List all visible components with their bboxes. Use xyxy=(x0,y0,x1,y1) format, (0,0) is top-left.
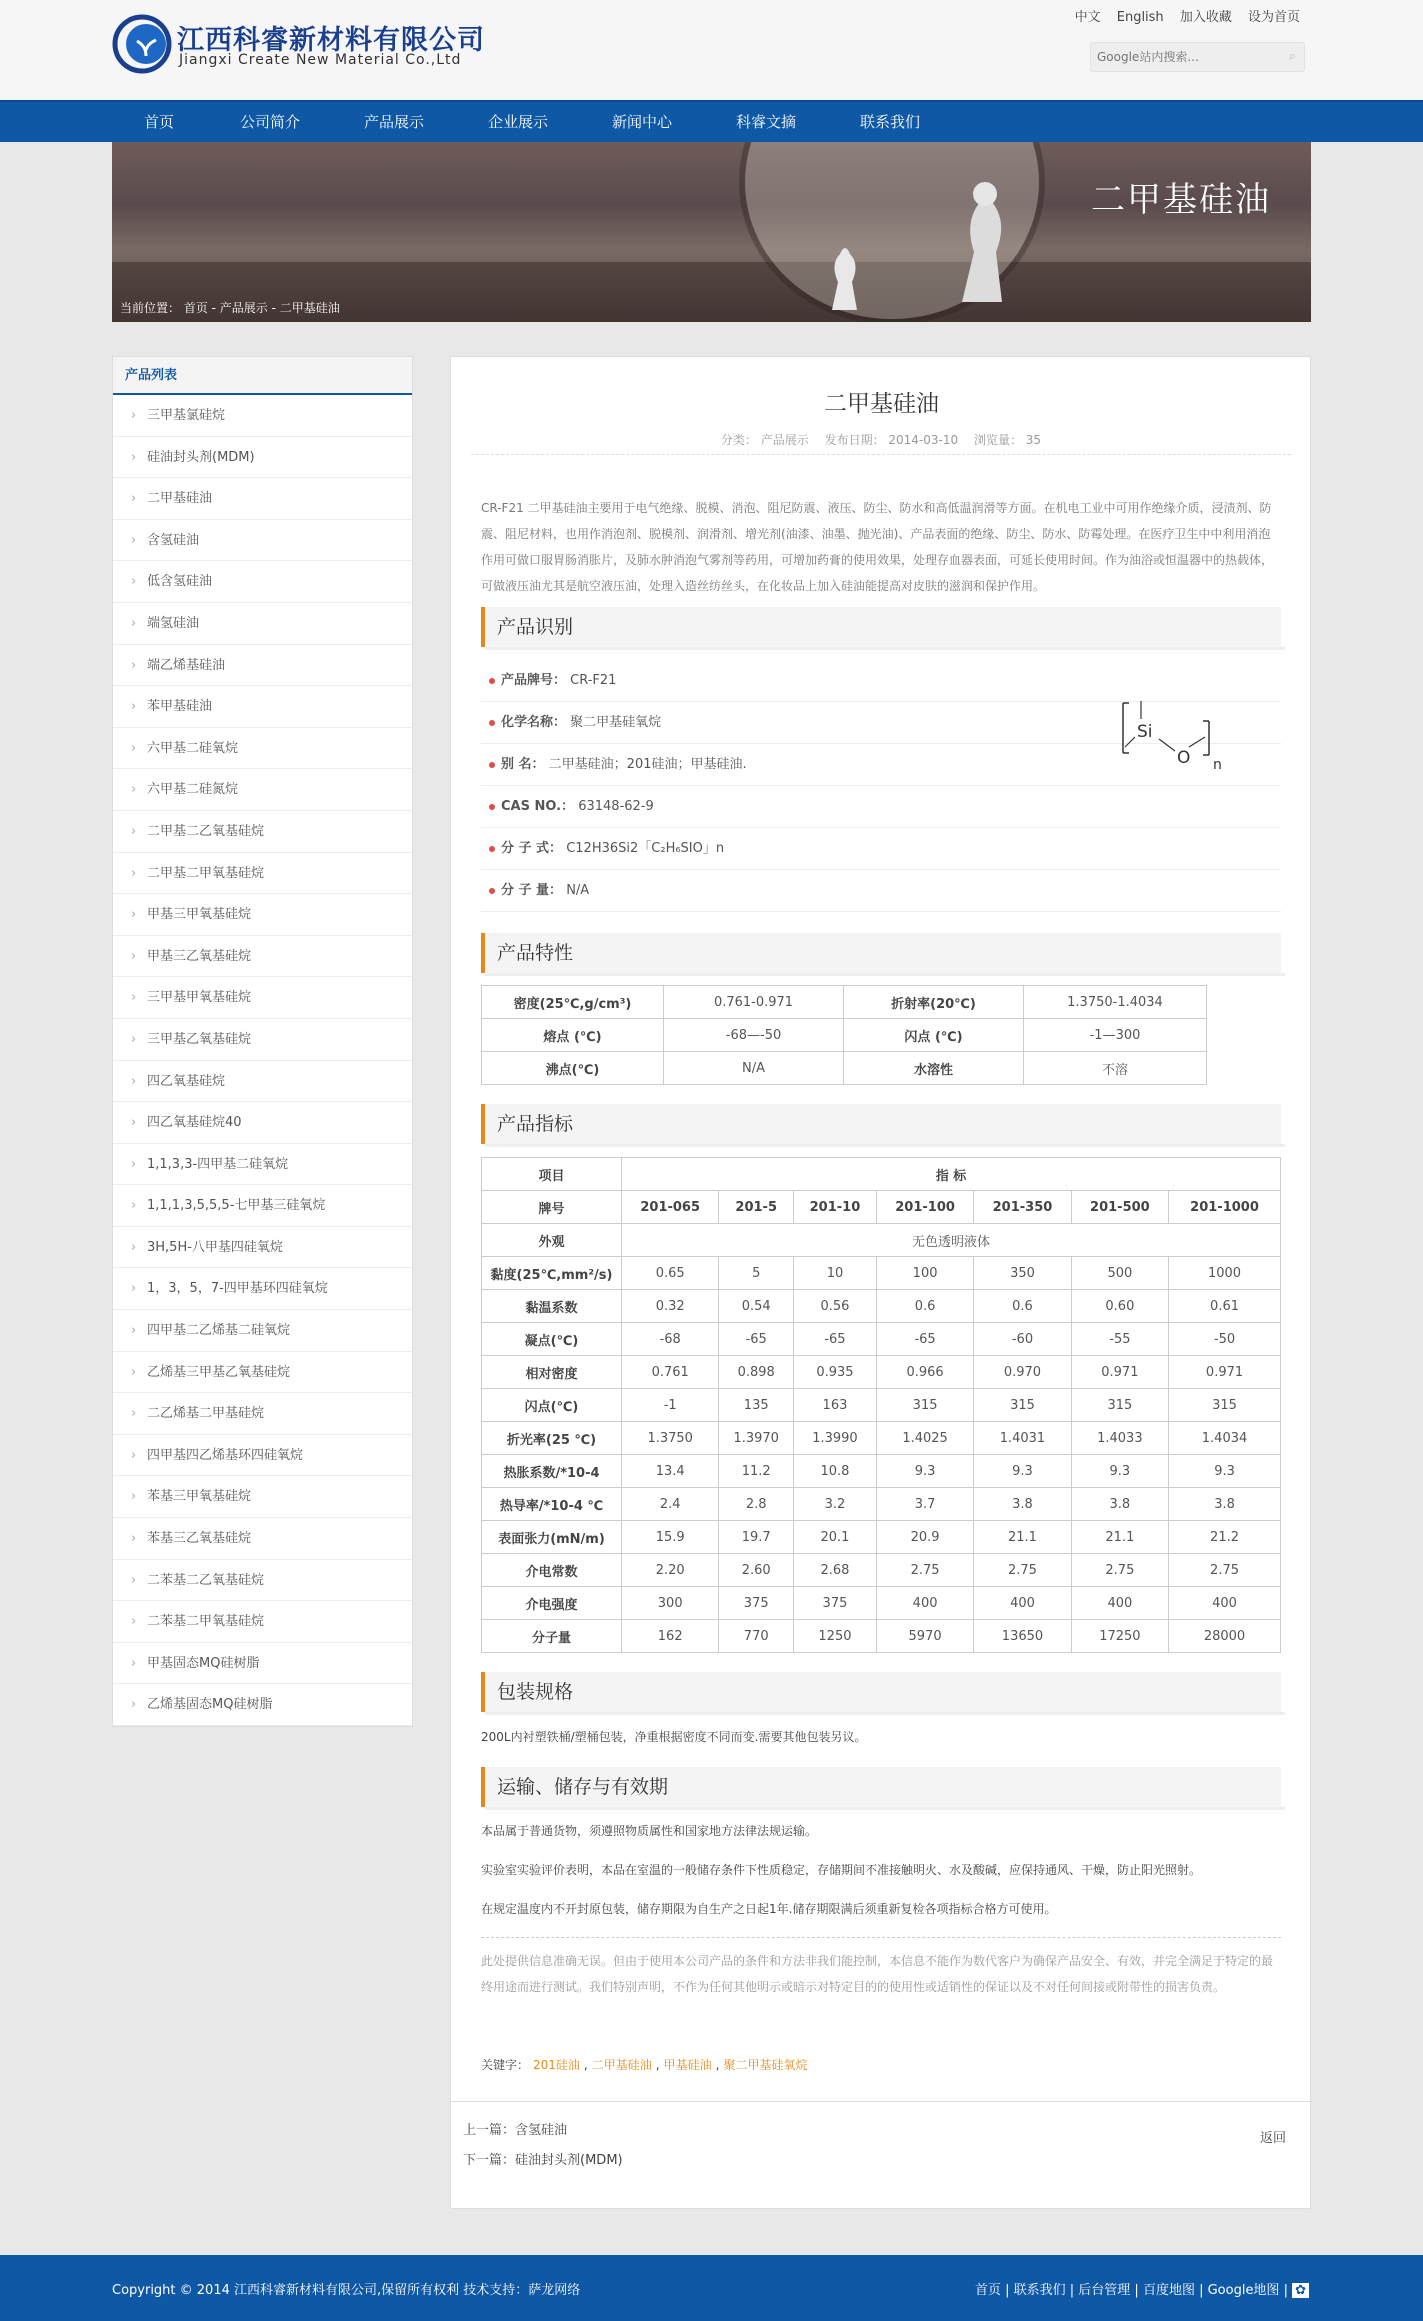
sidebar-title: 产品列表 xyxy=(113,357,412,395)
sidebar-item[interactable]: › 3H,5H-八甲基四硅氧烷 xyxy=(113,1227,412,1269)
sidebar-item[interactable]: › 四甲基四乙烯基环四硅氧烷 xyxy=(113,1435,412,1477)
sidebar-item[interactable]: › 三甲基氯硅烷 xyxy=(113,395,412,437)
spec-row: 黏度(25℃,mm²/s) 0.65 5 10 100 350 500 1000 xyxy=(482,1257,1281,1290)
sidebar-item[interactable]: › 二甲基二乙氧基硅烷 xyxy=(113,811,412,853)
ident-row: CAS NO.： 63148-62-9 xyxy=(481,786,1281,828)
next-article: 下一篇：硅油封头剂(MDM) xyxy=(463,2153,623,2168)
sidebar-item[interactable]: › 二苯基二甲氧基硅烷 xyxy=(113,1601,412,1643)
prev-article: 上一篇：含氢硅油 xyxy=(463,2123,568,2138)
nav-news[interactable]: 新闻中心 xyxy=(611,113,672,131)
specs-table: 项目 指 标 牌号 201-065 201-5 201-10 201-100 201-350 201-500 201-1000 外观 无色透明液体 黏度(25℃,mm²/s) 0.65 5 10 100 350 500 1000 黏温系数 0.32 0.54 0.56 0.6 0.6 0.60 0.61 凝点(℃) -68 -65 -65 -65 -60 -55 -50 相对密度 0.761 0.898 0.935 0.966 0.970 0.971 0.971 闪点(℃) -1 135 163 315 315 315 315 折光率(25 ℃) 1.3750 1.3970 1.3990 1.4025 1.4031 1.4033 1.4034 热胀系数/*10-4 13.4 11.2 10.8 9.3 9.3 9.3 9.3 热导率/*10-4 ℃ 2.4 2.8 3.2 3.7 3.8 3.8 3.8 表面张力(mN/m) 15.9 19.7 20.1 20.9 21.1 21.1 21.2 介电常数 2.20 2.60 2.68 2.75 2.75 2.75 2.75 介电强度 300 375 375 400 400 400 400 分子量 162 770 1250 5970 13650 17250 28000 xyxy=(481,1157,1281,1653)
sidebar-item[interactable]: › 含氢硅油 xyxy=(113,520,412,562)
sidebar-item[interactable]: › 三甲基乙氧基硅烷 xyxy=(113,1019,412,1061)
article-meta xyxy=(471,425,1291,455)
nav-contact[interactable]: 联系我们 xyxy=(859,113,920,131)
spec-row: 折光率(25 ℃) 1.3750 1.3970 1.3990 1.4025 1.4031 1.4033 1.4034 xyxy=(482,1422,1281,1455)
sidebar-item[interactable]: › 六甲基二硅氧烷 xyxy=(113,728,412,770)
company-logo[interactable] xyxy=(112,14,485,76)
sidebar-item[interactable]: › 1，3，5，7-四甲基环四硅氧烷 xyxy=(113,1268,412,1310)
packing-text: 200L内衬塑铁桶/塑桶包装，净重根据密度不同而变.需要其他包装另议。 xyxy=(481,1730,867,1744)
sidebar-item[interactable]: › 苯基三乙氧基硅烷 xyxy=(113,1518,412,1560)
keyword-link[interactable]: 201硅油 xyxy=(533,2058,580,2072)
sidebar-item[interactable]: › 二甲基硅油 xyxy=(113,478,412,520)
add-favorite-link[interactable]: 加入收藏 xyxy=(1179,10,1232,25)
meta-date: 发布日期： 2014-03-10 xyxy=(824,433,959,447)
ident-row: 别 名： 二甲基硅油；201硅油；甲基硅油. xyxy=(481,744,1281,786)
article xyxy=(450,356,1311,2209)
ident-row: 产品牌号： CR-F21 xyxy=(481,660,1281,702)
ident-row: 化学名称： 聚二甲基硅氧烷 xyxy=(481,702,1281,744)
search-input[interactable] xyxy=(1091,43,1271,71)
spec-row: 闪点(℃) -1 135 163 315 315 315 315 xyxy=(482,1389,1281,1422)
keyword-link[interactable]: 二甲基硅油 xyxy=(591,2058,652,2072)
main-nav xyxy=(0,100,1423,142)
set-homepage-link[interactable]: 设为首页 xyxy=(1247,10,1300,25)
banner-title: 二甲基硅油 xyxy=(1091,180,1271,220)
sidebar-item[interactable]: › 苯甲基硅油 xyxy=(113,686,412,728)
top-links xyxy=(1063,6,1300,25)
svg-text:n: n xyxy=(1213,757,1222,771)
ident-row: 分 子 式： C12H36Si2「C₂H₆SIO」n xyxy=(481,828,1281,870)
brand-name-cn: 江西科睿新材料有限公司 xyxy=(177,25,485,56)
keyword-link[interactable]: 甲基硅油 xyxy=(663,2058,712,2072)
nav-home[interactable]: 首页 xyxy=(143,113,174,131)
disclaimer: 此处提供信息准确无误。但由于使用本公司产品的条件和方法非我们能控制，本信息不能作为数代客户为确保产品安全、有效，并完全满足于特定的最终用途而进行测试。我们特别声明，不作为任何其他明示或暗示对特定目的的使用性或适销性的保证以及不对任何间接或附带性的损害负责。 xyxy=(481,1937,1281,2000)
spec-row: 凝点(℃) -68 -65 -65 -65 -60 -55 -50 xyxy=(482,1323,1281,1356)
sidebar-item[interactable]: › 三甲基甲氧基硅烷 xyxy=(113,977,412,1019)
meta-category: 分类： 产品展示 xyxy=(720,433,809,447)
spec-row: 相对密度 0.761 0.898 0.935 0.966 0.970 0.971 0.971 xyxy=(482,1356,1281,1389)
section-identification: 产品识别 xyxy=(481,607,1281,647)
prev-article-link[interactable]: 含氢硅油 xyxy=(515,2123,568,2138)
keywords: 关键字： 201硅油 , 二甲基硅油 , 甲基硅油 , 聚二甲基硅氧烷 xyxy=(481,2058,808,2072)
sidebar-item[interactable]: › 端乙烯基硅油 xyxy=(113,645,412,687)
sidebar-item[interactable]: › 六甲基二硅氮烷 xyxy=(113,769,412,811)
search-icon[interactable]: ⌕ xyxy=(1288,49,1296,64)
article-title: 二甲基硅油 xyxy=(824,391,939,417)
properties-table: 密度(25℃,g/cm³) 0.761-0.971 折射率(20℃) 1.3750-1.4034 熔点 (℃) -68—-50 闪点 (℃) -1—300 沸点(℃) N/A 水溶性 不溶 xyxy=(481,985,1207,1085)
banner-image xyxy=(112,142,1311,322)
spec-row: 介电常数 2.20 2.60 2.68 2.75 2.75 2.75 2.75 xyxy=(482,1554,1281,1587)
next-article-link[interactable]: 硅油封头剂(MDM) xyxy=(515,2153,623,2168)
paw-icon[interactable]: ✿ xyxy=(1292,2283,1309,2298)
sidebar-item[interactable]: › 二乙烯基二甲基硅烷 xyxy=(113,1393,412,1435)
sidebar-item[interactable]: › 乙烯基固态MQ硅树脂 xyxy=(113,1684,412,1726)
footer-links[interactable]: 首页 | 联系我们 | 后台管理 | 百度地图 | Google地图 | ✿ xyxy=(975,2279,1309,2298)
breadcrumb: 当前位置： 首页 - 产品展示 - 二甲基硅油 xyxy=(120,301,340,315)
section-specs: 产品指标 xyxy=(481,1104,1281,1144)
article-intro: CR-F21 二甲基硅油主要用于电气绝缘、脱模、消泡、阻尼防震、液压、防尘、防水和高低温润滑等方面。在机电工业中可用作绝缘介质，浸渍剂、防震、阻尼材料，也用作消泡剂、脱模剂、润滑剂、增光剂(油漆、油墨、抛光油)、产品表面的绝缘、防尘、防水、防霉处理。在医疗卫生中中利用消泡作用可做口服胃肠消胀片，及肺水肿消泡气雾剂等药用，可增加药膏的使用效果，处理存血器表面，可延长使用时间。作为油浴或恒温器中的热载体，可做液压油尤其是航空液压油，处理入造丝纺丝头，在化妆品上加入硅油能提高对皮肤的滋润和保护作用。 xyxy=(481,501,1274,593)
page-banner xyxy=(112,142,1311,322)
svg-text:O: O xyxy=(1177,748,1191,768)
sidebar xyxy=(112,356,413,1727)
meta-views: 浏览量： 35 xyxy=(973,433,1042,447)
sidebar-item[interactable]: › 二甲基二甲氧基硅烷 xyxy=(113,853,412,895)
lang-en-link[interactable]: English xyxy=(1116,10,1164,25)
spec-row: 分子量 162 770 1250 5970 13650 17250 28000 xyxy=(482,1620,1281,1653)
sidebar-item[interactable]: › 甲基固态MQ硅树脂 xyxy=(113,1643,412,1685)
spec-row: 热胀系数/*10-4 13.4 11.2 10.8 9.3 9.3 9.3 9.3 xyxy=(482,1455,1281,1488)
sidebar-item[interactable]: › 乙烯基三甲基乙氧基硅烷 xyxy=(113,1352,412,1394)
sidebar-item[interactable]: › 二苯基二乙氧基硅烷 xyxy=(113,1560,412,1602)
structure-formula xyxy=(1115,691,1225,771)
svg-text:Si: Si xyxy=(1137,722,1153,742)
sidebar-item[interactable]: › 苯基三甲氧基硅烷 xyxy=(113,1476,412,1518)
nav-showcase[interactable]: 企业展示 xyxy=(487,113,548,131)
brand-name-en: Jiangxi Create New Material Co.,Ltd xyxy=(179,52,462,68)
sidebar-item[interactable]: › 四甲基二乙烯基二硅氧烷 xyxy=(113,1310,412,1352)
nav-digest[interactable]: 科睿文摘 xyxy=(735,113,796,131)
back-button[interactable]: 返回 xyxy=(1259,2131,1286,2146)
footer xyxy=(0,2255,1423,2321)
section-storage: 运输、储存与有效期 xyxy=(481,1767,1281,1807)
section-packing: 包装规格 xyxy=(481,1672,1281,1712)
copyright: Copyright © 2014 江西科睿新材料有限公司,保留所有权利 技术支持：萨龙网络 xyxy=(112,2283,581,2298)
sidebar-item[interactable]: › 四乙氧基硅烷40 xyxy=(113,1102,412,1144)
storage-text: 实验室实验评价表明，本品在室温的一般储存条件下性质稳定，存储期间不准接触明火、水及酸碱，应保持通风、干燥，防止阳光照射。 xyxy=(481,1863,1202,1877)
lang-cn-link[interactable]: 中文 xyxy=(1074,10,1101,25)
header xyxy=(0,0,1423,100)
spec-row: 表面张力(mN/m) 15.9 19.7 20.1 20.9 21.1 21.1 21.2 xyxy=(482,1521,1281,1554)
sidebar-item[interactable]: › 甲基三甲氧基硅烷 xyxy=(113,894,412,936)
search-box xyxy=(1090,42,1305,72)
spec-row: 介电强度 300 375 375 400 400 400 400 xyxy=(482,1587,1281,1620)
spec-row: 黏温系数 0.32 0.54 0.56 0.6 0.6 0.60 0.61 xyxy=(482,1290,1281,1323)
sidebar-item[interactable]: › 1,1,3,3-四甲基二硅氧烷 xyxy=(113,1144,412,1186)
spec-row: 热导率/*10-4 ℃ 2.4 2.8 3.2 3.7 3.8 3.8 3.8 xyxy=(482,1488,1281,1521)
storage-text: 本品属于普通货物，须遵照物质属性和国家地方法律法规运输。 xyxy=(481,1824,818,1838)
sidebar-item[interactable]: › 低含氢硅油 xyxy=(113,561,412,603)
ident-row: 分 子 量： N/A xyxy=(481,870,1281,912)
logo-icon xyxy=(112,14,172,74)
keyword-link[interactable]: 聚二甲基硅氧烷 xyxy=(723,2058,808,2072)
storage-text: 在规定温度内不开封原包装，储存期限为自生产之日起1年.储存期限满后须重新复检各项指标合格方可使用。 xyxy=(481,1902,1057,1916)
section-properties: 产品特性 xyxy=(481,933,1281,973)
nav-about[interactable]: 公司简介 xyxy=(239,113,300,131)
sidebar-item[interactable]: › 四乙氧基硅烷 xyxy=(113,1061,412,1103)
sidebar-item[interactable]: › 端氢硅油 xyxy=(113,603,412,645)
nav-products[interactable]: 产品展示 xyxy=(363,113,424,131)
sidebar-item[interactable]: › 甲基三乙氧基硅烷 xyxy=(113,936,412,978)
sidebar-item[interactable]: › 1,1,1,3,5,5,5-七甲基三硅氧烷 xyxy=(113,1185,412,1227)
sidebar-item[interactable]: › 硅油封头剂(MDM) xyxy=(113,437,412,479)
